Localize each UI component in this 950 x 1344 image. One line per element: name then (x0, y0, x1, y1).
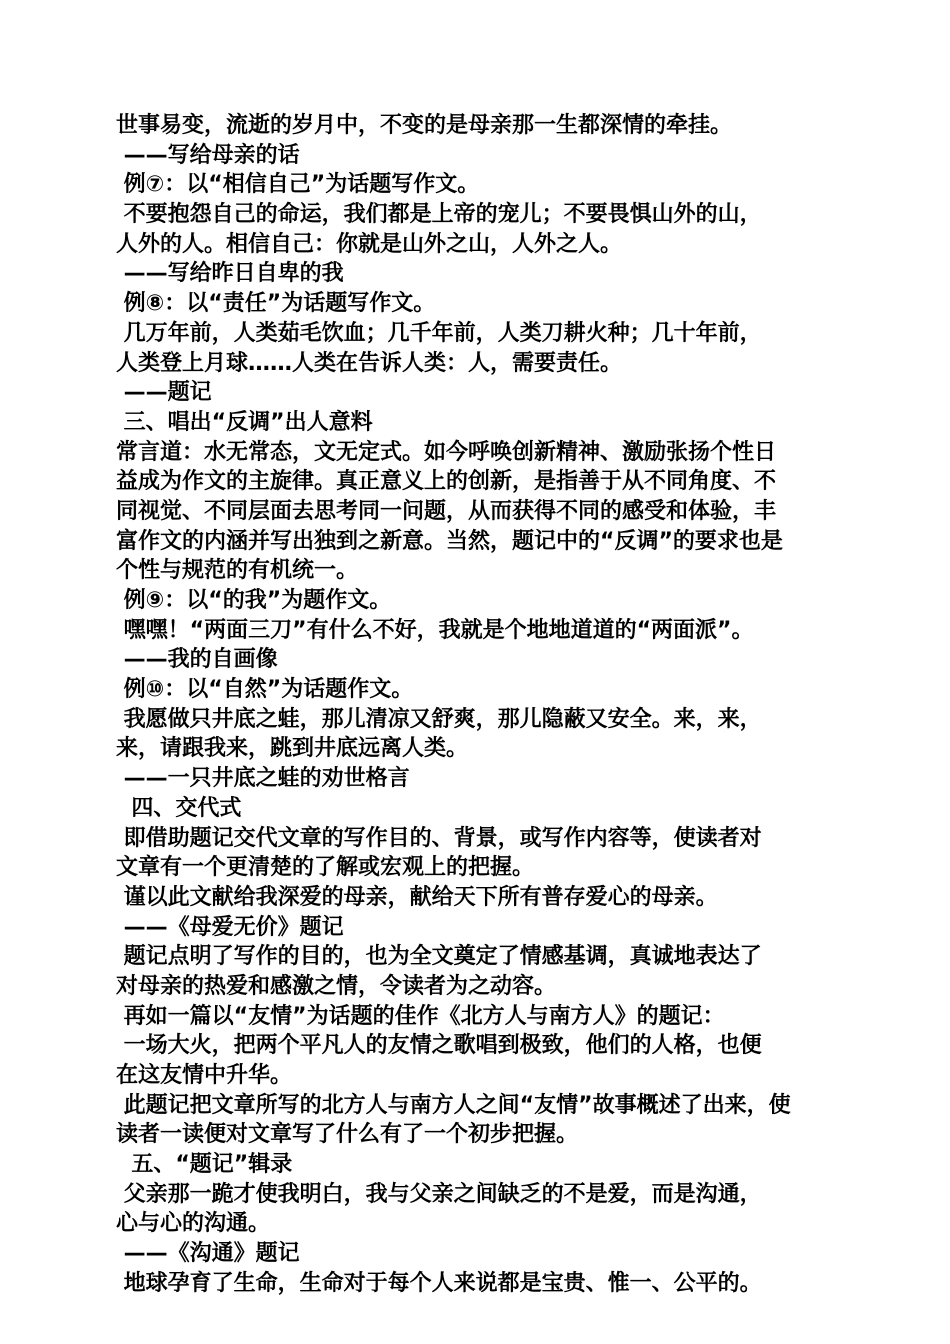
text-line: ——写给母亲的话 (116, 142, 300, 168)
text-line: 人类登上月球……人类在告诉人类：人，需要责任。 (116, 350, 623, 376)
text-line: 不要抱怨自己的命运，我们都是上帝的宠儿；不要畏惧山外的山， (116, 202, 762, 228)
text-line: 来，请跟我来，跳到井底远离人类。 (116, 736, 469, 762)
text-line: 即借助题记交代文章的写作目的、背景，或写作内容等，使读者对 (116, 825, 762, 851)
text-line: 父亲那一跪才使我明白，我与父亲之间缺乏的不是爱，而是沟通， (116, 1181, 762, 1207)
text-line: 例⑧：以“责任”为话题写作文。 (116, 291, 436, 317)
text-line: 谨以此文献给我深爱的母亲，献给天下所有普存爱心的母亲。 (116, 884, 718, 910)
text-line: 同视觉、不同层面去思考同一问题，从而获得不同的感受和体验，丰 (116, 498, 777, 524)
section-heading: 四、交代式 (116, 795, 242, 821)
text-line: 嘿嘿！“两面三刀”有什么不好，我就是个地地道道的“两面派”。 (116, 617, 754, 643)
text-line: 此题记把文章所写的北方人与南方人之间“友情”故事概述了出来，使 (116, 1092, 791, 1118)
text-line: 富作文的内涵并写出独到之新意。当然，题记中的“反调”的要求也是 (116, 528, 783, 554)
document-page (116, 111, 846, 1299)
section-heading: 三、唱出“反调”出人意料 (116, 409, 373, 435)
text-line: 我愿做只井底之蛙，那儿清凉又舒爽，那儿隐蔽又安全。来，来， (116, 706, 762, 732)
text-line: ——《沟通》题记 (116, 1241, 300, 1267)
text-line: 地球孕育了生命，生命对于每个人来说都是宝贵、惟一、公平的。 (116, 1270, 762, 1296)
text-line: 例⑩：以“自然”为话题作文。 (116, 677, 414, 703)
text-line: 个性与规范的有机统一。 (116, 558, 359, 584)
text-line: ——一只井底之蛙的劝世格言 (116, 766, 410, 792)
text-line: ——我的自画像 (116, 647, 278, 673)
text-line: 例⑨：以“的我”为题作文。 (116, 588, 392, 613)
text-line: 文章有一个更清楚的了解或宏观上的把握。 (116, 855, 535, 881)
text-line: 人外的人。相信自己：你就是山外之山，人外之人。 (116, 231, 623, 257)
text-line: 再如一篇以“友情”为话题的佳作《北方人与南方人》的题记： (116, 1003, 725, 1029)
text-line: 读者一读便对文章写了什么有了一个初步把握。 (116, 1122, 579, 1148)
text-line: 一场大火，把两个平凡人的友情之歌唱到极致，他们的人格，也便 (116, 1033, 762, 1059)
text-line: 心与心的沟通。 (116, 1211, 271, 1237)
text-line: 益成为作文的主旋律。真正意义上的创新，是指善于从不同角度、不 (116, 469, 777, 495)
text-line: 例⑦：以“相信自己”为话题写作文。 (116, 172, 480, 198)
text-line: 常言道：水无常态，文无定式。如今呼唤创新精神、激励张扬个性日 (116, 439, 777, 465)
text-line: 对母亲的热爱和感激之情，令读者为之动容。 (116, 973, 557, 999)
text-line: 几万年前，人类茹毛饮血；几千年前，人类刀耕火种；几十年前， (116, 320, 762, 346)
text-line: ——《母爱无价》题记 (116, 914, 344, 940)
text-line: 题记点明了写作的目的，也为全文奠定了情感基调，真诚地表达了 (116, 944, 762, 970)
text-line: 在这友情中升华。 (116, 1063, 293, 1088)
section-heading: 五、“题记”辑录 (116, 1152, 293, 1178)
text-line: 世事易变，流逝的岁月中，不变的是母亲那一生都深情的牵挂。 (116, 113, 733, 138)
text-line: ——题记 (116, 380, 212, 406)
text-line: ——写给昨日自卑的我 (116, 261, 344, 287)
